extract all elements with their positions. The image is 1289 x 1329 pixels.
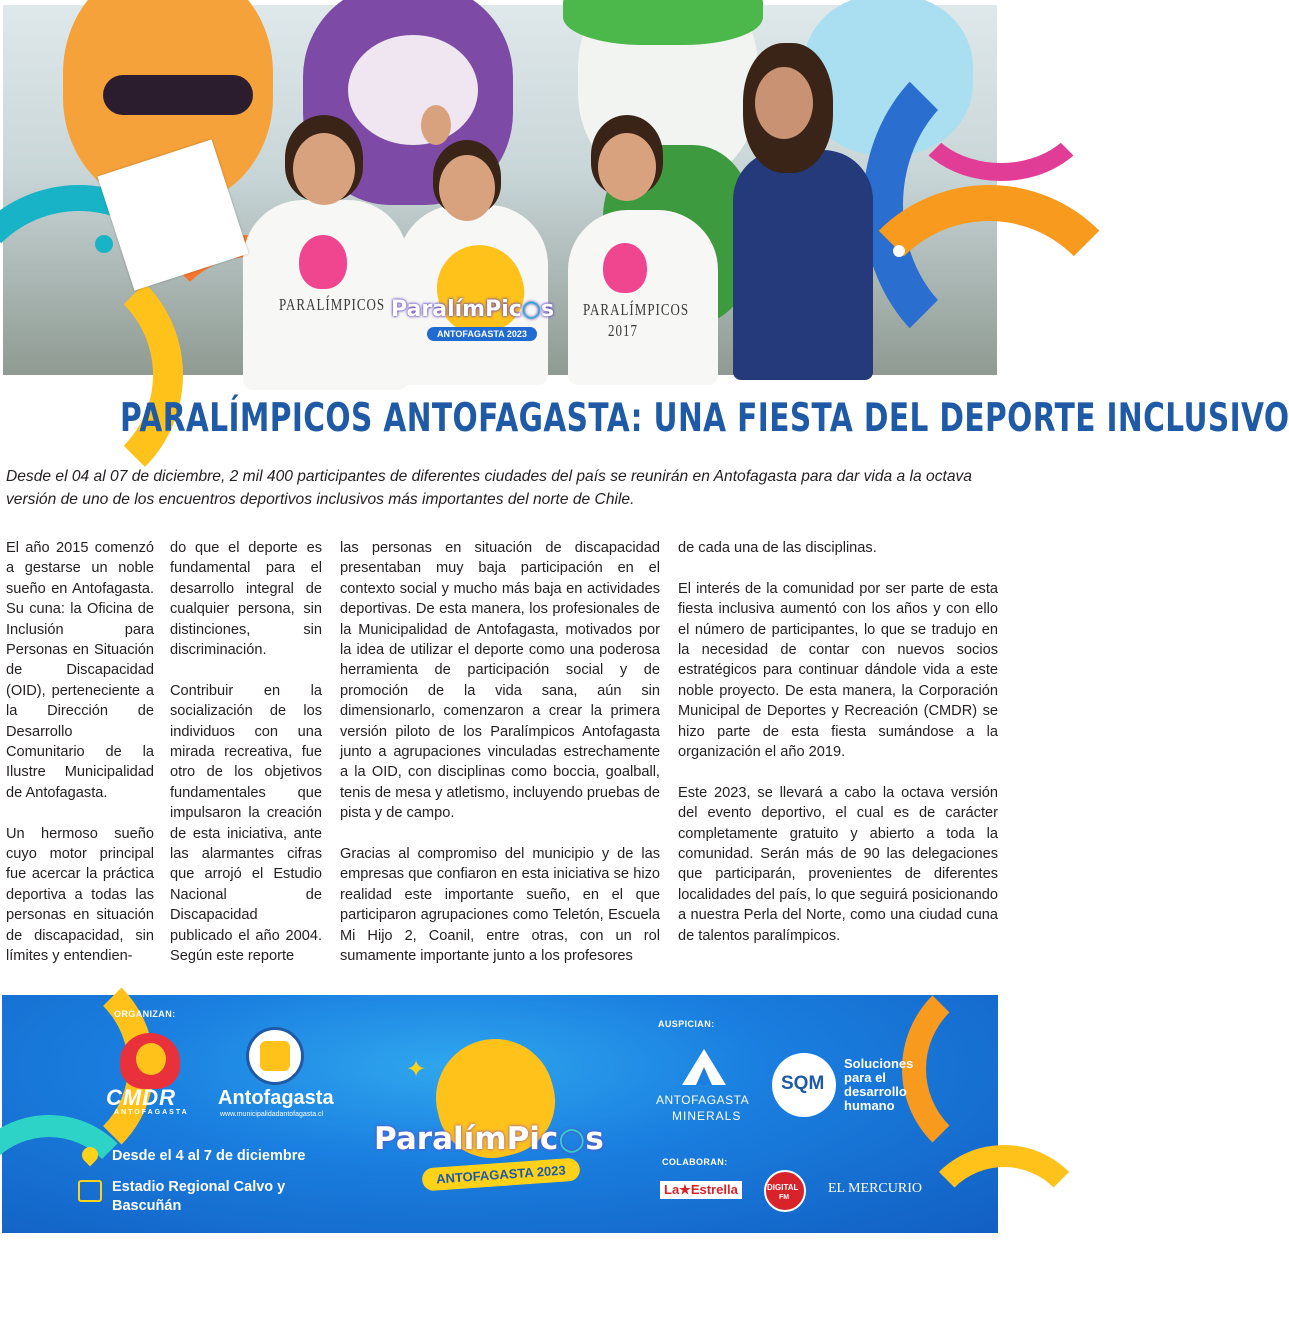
paralimpicos-banner-logo: ✦ ParalímPic○s ANTOFAGASTA 2023 xyxy=(370,1035,630,1220)
minerals-line1: ANTOFAGASTA xyxy=(656,1093,750,1107)
decor-dot xyxy=(893,245,905,257)
person-face xyxy=(598,133,656,201)
paragraph: Este 2023, se llevará a cabo la octava versión del evento deportivo, el cual es de carácter completamente gratuito y abierto a toda la comunidad. Serán más de 90 las delegaciones que participarán, provenientes de diferentes localidades del país, lo que seguirá posicionando a nuestra Perla del Norte, como una ciudad cuna de talentos paralímpicos. xyxy=(678,784,998,944)
antofagasta-minerals-logo xyxy=(654,1047,754,1129)
logo-subtitle: ANTOFAGASTA 2023 xyxy=(427,327,537,341)
logo-brand-end: s xyxy=(585,1121,604,1157)
logo-brand: ParalímPic xyxy=(374,1121,559,1157)
shirt-print-year: 2017 xyxy=(608,320,638,341)
person-face xyxy=(293,133,355,205)
municipality-name: Antofagasta xyxy=(218,1087,334,1109)
article-column-3 xyxy=(340,538,660,987)
article-column-4 xyxy=(678,538,998,966)
article-headline: PARALÍMPICOS ANTOFAGASTA: UNA FIESTA DEL DEPORTE INCLUSIVO xyxy=(120,396,1289,441)
cmdr-name: CMDR xyxy=(106,1085,176,1110)
decor-arc-teal-right xyxy=(912,1145,1096,1329)
decor-arc-purple-right xyxy=(903,25,1099,181)
paragraph: El año 2015 comenzó a gestarse un noble sueño en Antofagasta. Su cuna: la Oficina de Inclusión para Personas en Situación de Discapacidad (OID), perteneciente a la Dirección de Desarrollo Comunitario de la Ilustre Municipalidad de Antofagasta. xyxy=(6,540,154,801)
mascot-green-hat xyxy=(563,0,763,45)
organizan-label: ORGANIZAN: xyxy=(114,1009,176,1019)
article-column-1 xyxy=(6,538,154,987)
minerals-line2: MINERALS xyxy=(672,1109,742,1123)
municipality-seal-center xyxy=(260,1041,290,1071)
auspician-label: AUSPICIAN: xyxy=(658,1019,715,1029)
decor-arc-orange xyxy=(902,965,1110,1173)
hero-photo xyxy=(3,5,997,375)
event-banner xyxy=(2,995,998,1233)
logo-subtitle: ANTOFAGASTA 2023 xyxy=(421,1158,580,1192)
mascot-sunglasses xyxy=(103,75,253,115)
decor-arc-orange-right xyxy=(833,185,1145,497)
paragraph: Contribuir en la socialización de los individuos con una mirada recreativa, fue otro de los objetivos fundamentales que impulsaron la creación de esta iniciativa, ante las alarmantes cifras que arrojó el Estudio Nacional de Discapacidad publicado el año 2004. Según este reporte xyxy=(170,682,322,965)
digital-fm-sub: FM xyxy=(779,1194,790,1201)
star-icon: ✦ xyxy=(406,1056,427,1083)
paragraph: las personas en situación de discapacidad presentaban muy baja participación en el contexto social y mucho más baja en actividades deportivas. De esta manera, los profesionales de la Municipalidad de Antofagasta, motivados por la idea de utilizar el deporte como una poderosa herramienta de participación social y de promoción de la vida sana, aún sin dimensionarlo, comenzaron a crear la primera versión piloto de los Paralímpicos Antofagasta junto a agrupaciones vinculadas estrechamente a la OID, con disciplinas como boccia, goalball, tenis de mesa y atletismo, incluyendo pruebas de pista y de campo. xyxy=(340,540,660,822)
municipality-logo xyxy=(216,1027,336,1127)
event-date: Desde el 4 al 7 de diciembre xyxy=(112,1148,306,1164)
paragraph: El interés de la comunidad por ser parte de esta fiesta inclusiva aumentó con los años y con ello el número de participantes, lo que se tradujo en la necesidad de contar con nuevos socios estratégicos para continuar dándole vida a este noble proyecto. De esta manera, la Corporación Municipal de Deportes y Recreación (CMDR) se hizo parte de esta fiesta sumándose a la organización el año 2019. xyxy=(678,580,998,761)
person-shirt xyxy=(568,210,718,385)
event-venue-line2: Bascuñán xyxy=(112,1198,182,1214)
municipality-url: www.municipalidadantofagasta.cl xyxy=(220,1111,324,1118)
event-venue-line1: Estadio Regional Calvo y xyxy=(112,1179,286,1195)
cmdr-logo-mark-inner xyxy=(136,1043,166,1075)
person-waving-hand xyxy=(421,105,451,145)
paragraph: do que el deporte es fundamental para el desarrollo integral de cualquier persona, sin distinciones, sin discriminación. xyxy=(170,540,322,659)
cmdr-logo xyxy=(106,1027,196,1119)
sqm-name: SQM xyxy=(781,1073,825,1094)
paragraph: Un hermoso sueño cuyo motor principal fue acercar la práctica deportiva a todas las personas en situación de discapacidad, sin límites y entendien- xyxy=(6,825,154,965)
sqm-tagline: Soluciones para el desarrollo humano xyxy=(844,1056,914,1113)
person-face xyxy=(755,67,813,139)
mascot-purple-face xyxy=(348,35,478,145)
article-lead: Desde el 04 al 07 de diciembre, 2 mil 400 participantes de diferentes ciudades del país se reunirán en Antofagasta para dar vida a la octava versión de uno de los encuentros deportivos inclusivos más importantes del norte de Chile. xyxy=(6,468,972,508)
digital-fm-name: DIGITAL xyxy=(767,1183,799,1192)
el-mercurio-logo: EL MERCURIO xyxy=(828,1181,922,1196)
colaboran-label: COLABORAN: xyxy=(662,1157,728,1167)
person-blue-shirt xyxy=(733,150,873,380)
paragraph: Gracias al compromiso del municipio y de las empresas que confiaron en esta iniciativa se hizo realidad este importante sueño, en el que participaron agrupaciones como Teletón, Escuela Mi Hijo 2, Coanil, entre otras, con un rol sumamente importante junto a los profesores xyxy=(340,846,660,965)
decor-dot xyxy=(95,235,113,253)
article-column-2 xyxy=(170,538,322,987)
logo-brand-end: s xyxy=(541,297,555,322)
shirt-print: PARALÍMPICOS xyxy=(279,294,386,315)
shirt-print: PARALÍMPICOS xyxy=(583,299,690,320)
person-face xyxy=(439,155,495,221)
shirt-torch-graphic xyxy=(603,243,647,293)
paragraph: de cada una de las disciplinas. xyxy=(678,540,877,556)
logo-brand: ParalímPic xyxy=(391,297,522,322)
cmdr-sub: ANTOFAGASTA xyxy=(114,1109,189,1116)
paralimpicos-logo: ParalímPic○s ANTOFAGASTA 2023 xyxy=(391,245,581,355)
la-estrella-logo: La★Estrella xyxy=(660,1181,742,1199)
minerals-triangle-cut xyxy=(696,1067,712,1085)
shirt-torch-graphic xyxy=(299,235,347,289)
calendar-icon xyxy=(78,1180,102,1202)
